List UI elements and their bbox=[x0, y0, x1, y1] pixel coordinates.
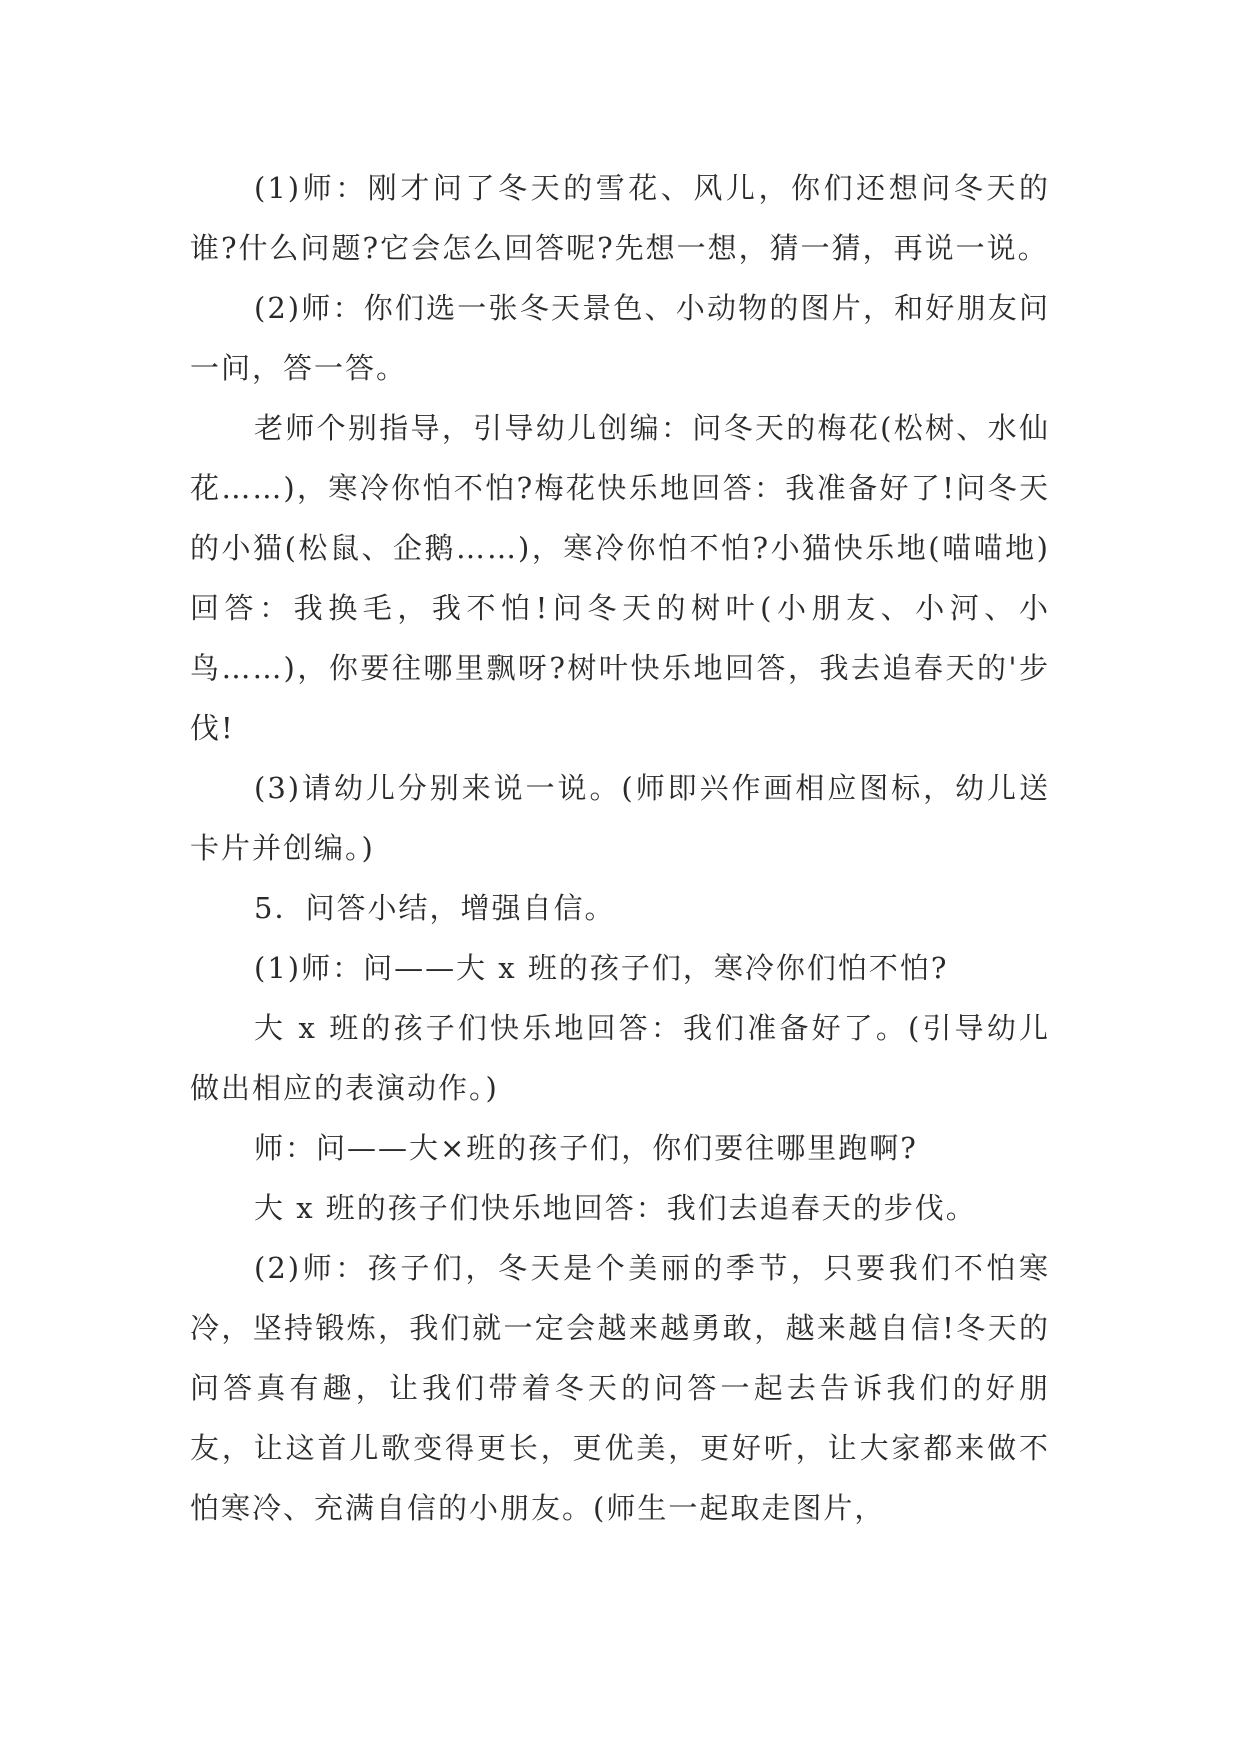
paragraph-7: 大 x 班的孩子们快乐地回答：我们准备好了。(引导幼儿做出相应的表演动作。) bbox=[190, 1011, 1050, 1105]
paragraph-8: 师：问——大×班的孩子们，你们要往哪里跑啊? bbox=[254, 1131, 918, 1165]
paragraph-6: (1)师：问——大 x 班的孩子们，寒冷你们怕不怕? bbox=[254, 951, 949, 985]
paragraph-5: 5．问答小结，增强自信。 bbox=[254, 891, 616, 925]
document-body bbox=[190, 158, 1050, 1538]
paragraph-9: 大 x 班的孩子们快乐地回答：我们去追春天的步伐。 bbox=[254, 1191, 977, 1225]
paragraph-10: (2)师：孩子们，冬天是个美丽的季节，只要我们不怕寒冷，坚持锻炼，我们就一定会越来越勇敢，越来越自信!冬天的问答真有趣，让我们带着冬天的问答一起去告诉我们的好朋友，让这首儿歌变得更长，更优美，更好听，让大家都来做不怕寒冷、充满自信的小朋友。(师生一起取走图片， bbox=[190, 1251, 1050, 1525]
paragraph-1: (1)师：刚才问了冬天的雪花、风儿，你们还想问冬天的谁?什么问题?它会怎么回答呢?先想一想，猜一猜，再说一说。 bbox=[190, 171, 1050, 265]
paragraph-3: 老师个别指导，引导幼儿创编：问冬天的梅花(松树、水仙花……)，寒冷你怕不怕?梅花快乐地回答：我准备好了!问冬天的小猫(松鼠、企鹅……)，寒冷你怕不怕?小猫快乐地(喵喵地)回答：我换毛，我不怕!问冬天的树叶(小朋友、小河、小鸟……)，你要往哪里飘呀?树叶快乐地回答，我去追春天的'步伐! bbox=[190, 411, 1050, 745]
paragraph-4: (3)请幼儿分别来说一说。(师即兴作画相应图标，幼儿送卡片并创编。) bbox=[190, 771, 1050, 865]
paragraph-2: (2)师：你们选一张冬天景色、小动物的图片，和好朋友问一问，答一答。 bbox=[190, 291, 1050, 385]
